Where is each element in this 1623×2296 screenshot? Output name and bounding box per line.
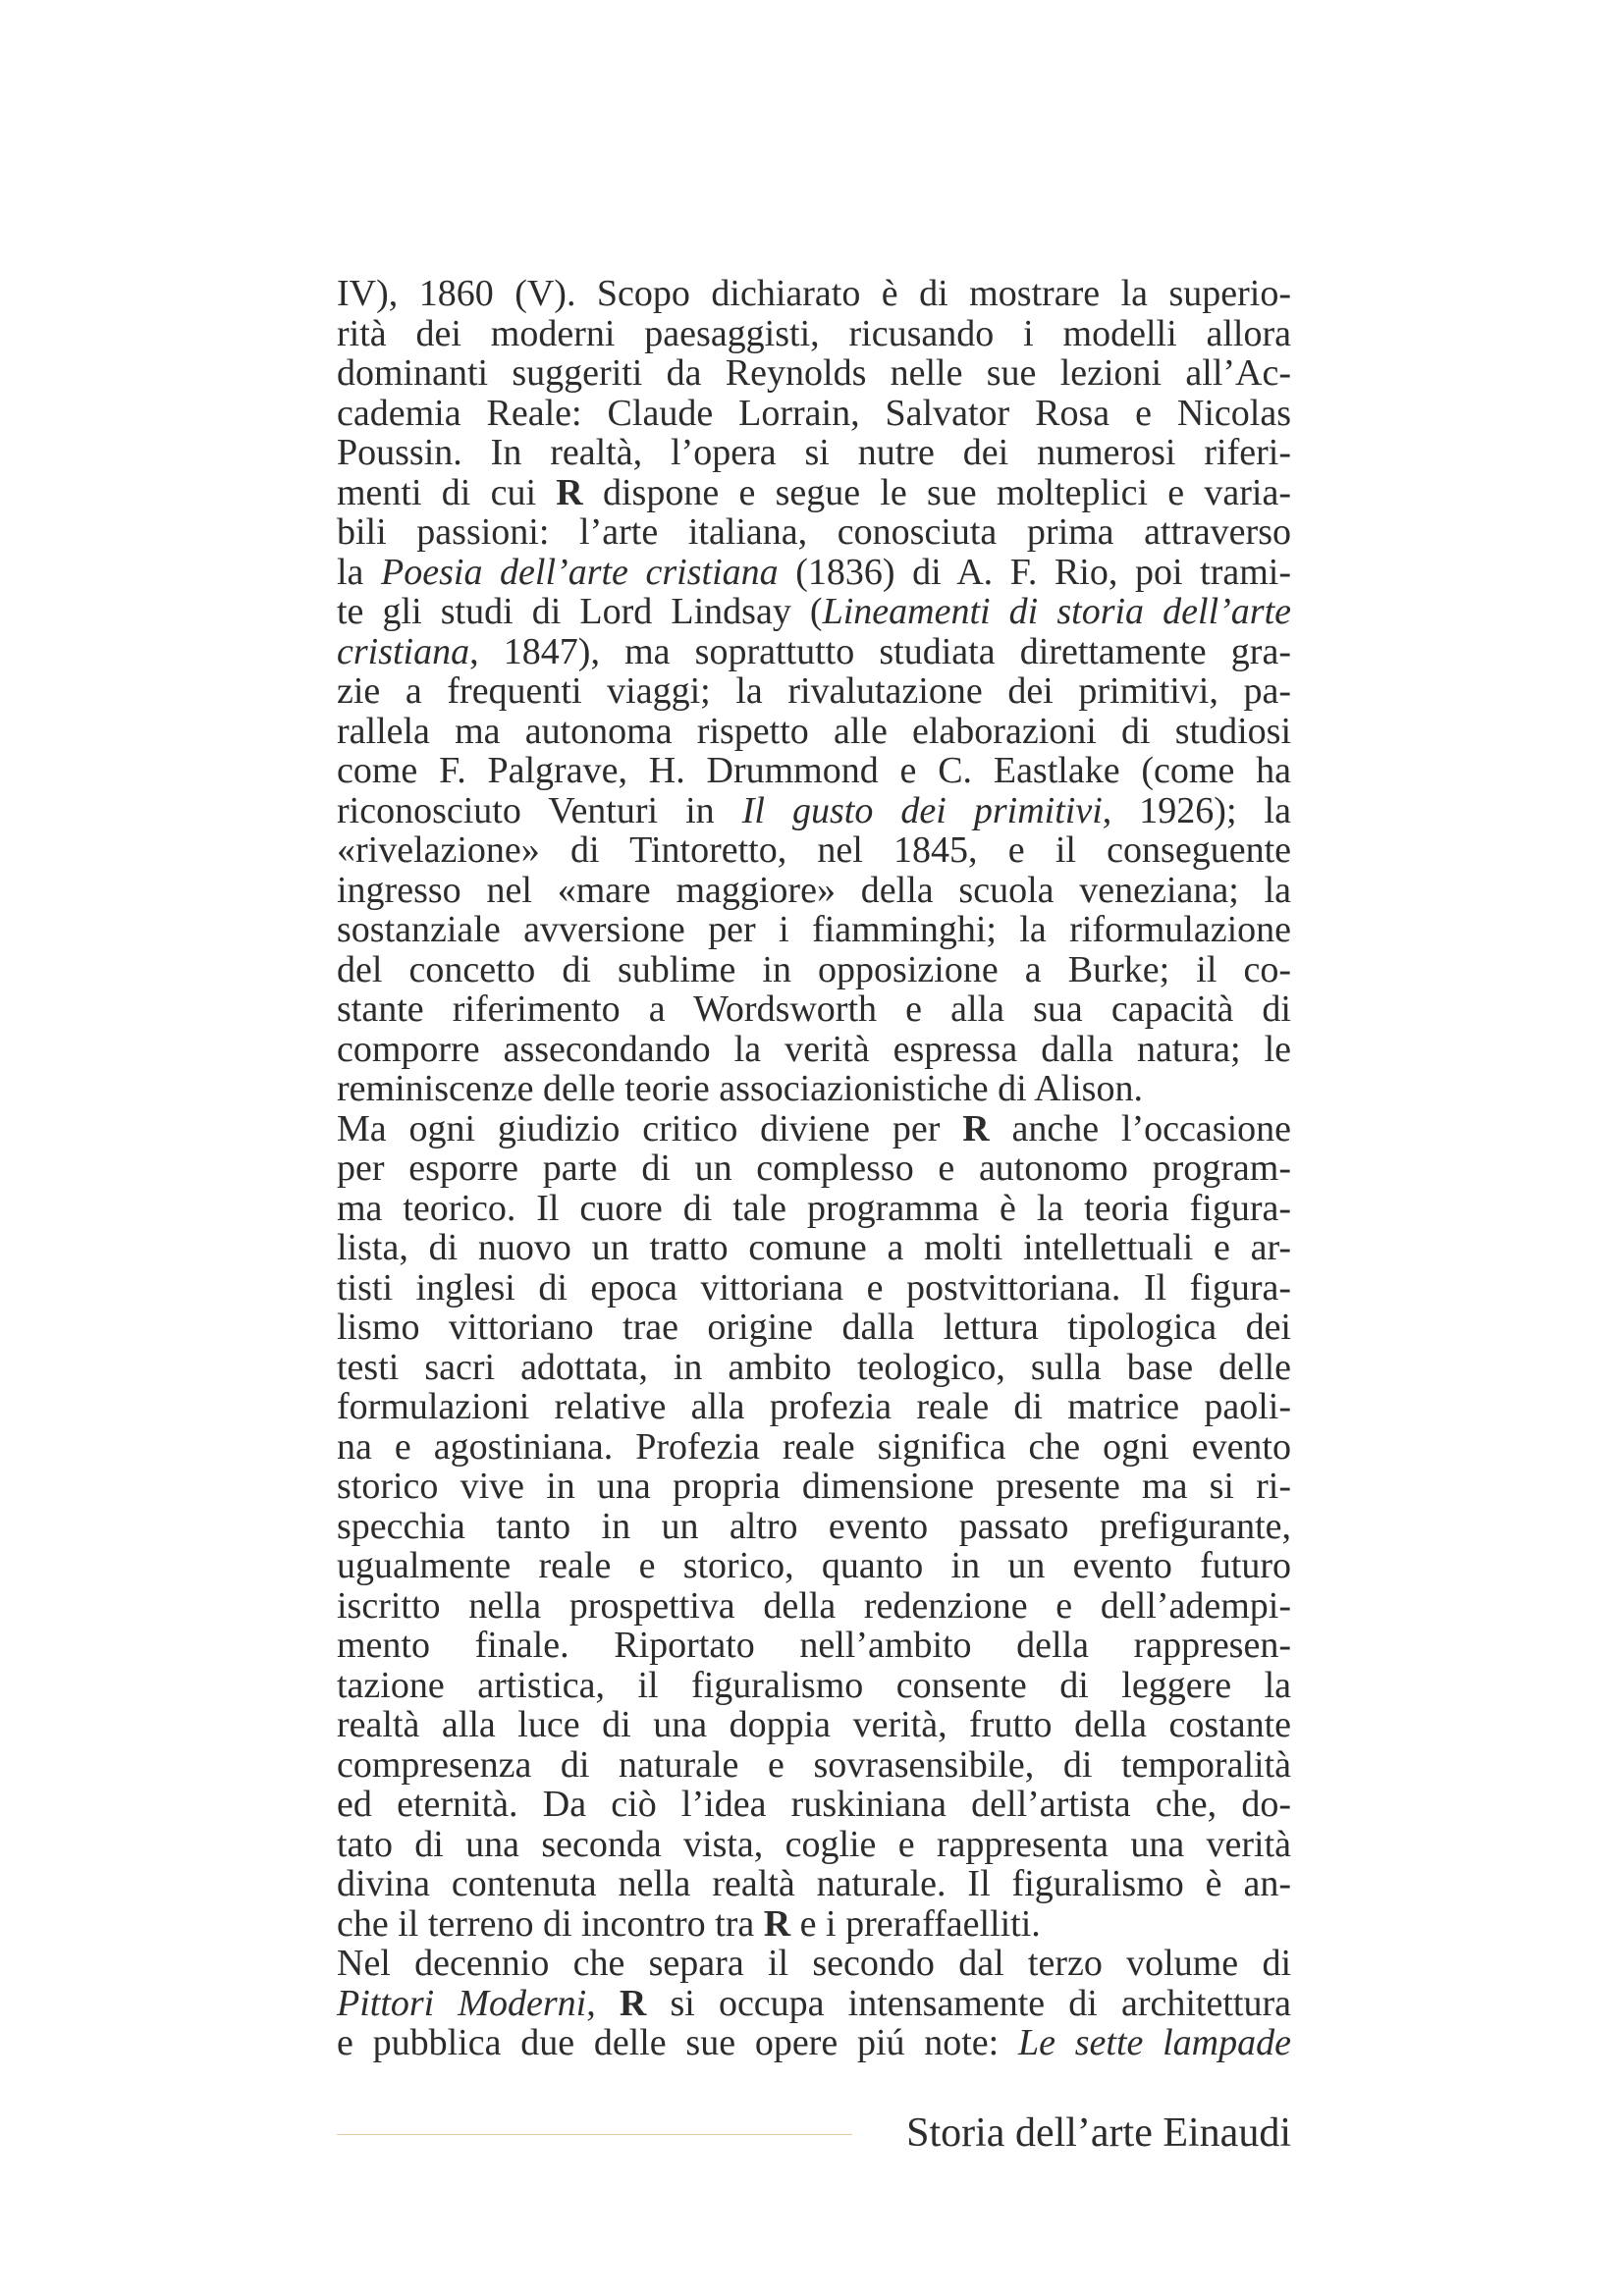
text-line	[337, 1268, 1291, 1308]
italic-title: Il gusto dei primitivi	[741, 789, 1103, 831]
text-line	[337, 1427, 1291, 1468]
author-initial: R	[556, 471, 583, 513]
text-line	[337, 1904, 1291, 1945]
text-segment: Poussin. In realtà, l’opera si nutre dei numerosi riferi-	[337, 432, 1291, 473]
text-segment: per esporre parte di un complesso e autonomo program-	[337, 1148, 1291, 1189]
text-segment: stante riferimento a Wordsworth e alla sua capacità di	[337, 988, 1291, 1030]
text-line	[337, 830, 1291, 871]
text-line	[337, 1030, 1291, 1070]
text-segment: ugualmente reale e storico, quanto in un evento futuro	[337, 1545, 1291, 1586]
text-segment: , 1847), ma soprattutto studiata direttamente gra-	[469, 630, 1291, 672]
text-segment: Ma ogni giudizio critico diviene per	[337, 1107, 963, 1149]
text-line	[337, 1189, 1291, 1229]
text-line	[337, 910, 1291, 950]
text-segment: cademia Reale: Claude Lorrain, Salvator Rosa e Nicolas	[337, 392, 1291, 434]
text-line	[337, 2023, 1291, 2063]
italic-title: Lineamenti di storia dell’arte	[822, 591, 1291, 632]
text-segment: bili passioni: l’arte italiana, conosciuta prima attraverso	[337, 511, 1291, 553]
paragraph	[337, 274, 1291, 1109]
text-segment: (1836) di A. F. Rio, poi trami-	[778, 551, 1291, 593]
text-segment: dispone e segue le sue molteplici e varia-	[582, 471, 1291, 513]
italic-title: Pittori Moderni	[337, 1982, 587, 2024]
text-segment: ingresso nel «mare maggiore» della scuola veneziana; la	[337, 869, 1291, 911]
text-line	[337, 1546, 1291, 1586]
text-segment: , 1926); la	[1102, 789, 1291, 831]
text-segment: anche l’occasione	[989, 1107, 1291, 1149]
text-line	[337, 1666, 1291, 1706]
footer-rule	[337, 2134, 852, 2135]
text-segment: divina contenuta nella realtà naturale. Il figuralismo è an-	[337, 1863, 1291, 1904]
author-initial: R	[619, 1982, 647, 2024]
text-segment: reminiscenze delle teorie associazionistiche di Alison.	[337, 1068, 1143, 1109]
text-segment: zie a frequenti viaggi; la rivalutazione dei primitivi, pa-	[337, 670, 1291, 712]
text-line	[337, 473, 1291, 513]
text-segment: Nel decennio che separa il secondo dal terzo volume di	[337, 1943, 1291, 1984]
text-line	[337, 1705, 1291, 1745]
text-line	[337, 950, 1291, 990]
text-line	[337, 1586, 1291, 1627]
text-segment: testi sacri adottata, in ambito teologico, sulla base delle	[337, 1346, 1291, 1388]
text-line	[337, 1387, 1291, 1427]
italic-title: Poesia dell’arte cristiana	[381, 551, 779, 593]
text-line	[337, 592, 1291, 632]
text-line	[337, 1069, 1291, 1109]
text-segment: realtà alla luce di una doppia verità, frutto della costante	[337, 1704, 1291, 1745]
text-line	[337, 632, 1291, 672]
text-segment: menti di cui	[337, 471, 557, 513]
text-line	[337, 1308, 1291, 1348]
text-segment: come F. Palgrave, H. Drummond e C. Eastlake (come ha	[337, 750, 1291, 791]
text-segment: la	[337, 551, 382, 593]
text-segment: lismo vittoriano trae origine dalla lettura tipologica dei	[337, 1307, 1291, 1348]
text-line	[337, 433, 1291, 473]
text-line	[337, 1745, 1291, 1786]
text-segment: formulazioni relative alla profezia reale di matrice paoli-	[337, 1386, 1291, 1427]
text-line	[337, 1626, 1291, 1666]
text-line	[337, 791, 1291, 831]
author-initial: R	[962, 1107, 990, 1149]
text-line	[337, 314, 1291, 354]
text-line	[337, 394, 1291, 434]
text-segment: comporre assecondando la verità espressa dalla natura; le	[337, 1028, 1291, 1070]
text-segment: che il terreno di incontro tra	[337, 1902, 764, 1945]
page-footer	[337, 2109, 1291, 2158]
text-line	[337, 274, 1291, 314]
text-segment: «rivelazione» di Tintoretto, nel 1845, e il conseguente	[337, 829, 1291, 871]
text-line	[337, 751, 1291, 791]
text-segment: rità dei moderni paesaggisti, ricusando i modelli allora	[337, 312, 1291, 354]
text-segment: mento finale. Riportato nell’ambito della rappresen-	[337, 1625, 1291, 1666]
text-segment: del concetto di sublime in opposizione a Burke; il co-	[337, 948, 1291, 990]
text-segment: ed eternità. Da ciò l’idea ruskiniana dell’artista che, do-	[337, 1784, 1291, 1825]
text-line	[337, 989, 1291, 1030]
text-line	[337, 1467, 1291, 1507]
text-line	[337, 1944, 1291, 1984]
text-segment: iscritto nella prospettiva della redenzione e dell’adempi-	[337, 1584, 1291, 1627]
text-line	[337, 1348, 1291, 1388]
text-segment: dominanti suggeriti da Reynolds nelle sue lezioni all’Ac-	[337, 352, 1291, 394]
text-line	[337, 1507, 1291, 1547]
text-line	[337, 512, 1291, 553]
text-segment: te gli studi di Lord Lindsay (	[337, 591, 823, 632]
text-segment: si occupa intensamente di architettura	[646, 1982, 1291, 2024]
text-line	[337, 712, 1291, 752]
italic-title: Le sette lampade	[1017, 2022, 1291, 2063]
text-segment: na e agostiniana. Profezia reale significa che ogni evento	[337, 1425, 1291, 1468]
text-line	[337, 1785, 1291, 1825]
text-segment: e pubblica due delle sue opere piú note:	[337, 2022, 1018, 2063]
text-line	[337, 353, 1291, 394]
italic-title: cristiana	[337, 630, 470, 672]
paragraph	[337, 1109, 1291, 1945]
text-line	[337, 1228, 1291, 1268]
text-segment: tato di una seconda vista, coglie e rappresenta una verità	[337, 1823, 1291, 1865]
paragraph	[337, 1944, 1291, 2063]
footer-title: Storia dell’arte Einaudi	[906, 2110, 1291, 2156]
text-segment: riconosciuto Venturi in	[337, 789, 742, 831]
text-line	[337, 1148, 1291, 1189]
text-line	[337, 1109, 1291, 1149]
text-segment: e i preraffaelliti.	[790, 1902, 1041, 1945]
author-initial: R	[763, 1902, 791, 1945]
text-segment: sostanziale avversione per i fiamminghi; la riformulazione	[337, 909, 1291, 950]
text-segment: specchia tanto in un altro evento passato prefigurante,	[337, 1505, 1291, 1547]
text-segment: tisti inglesi di epoca vittoriana e postvittoriana. Il figura-	[337, 1266, 1291, 1308]
text-segment: compresenza di naturale e sovrasensibile, di temporalità	[337, 1743, 1291, 1786]
text-line	[337, 1825, 1291, 1865]
text-line	[337, 671, 1291, 712]
text-segment: lista, di nuovo un tratto comune a molti intellettuali e ar-	[337, 1227, 1291, 1268]
text-line	[337, 871, 1291, 911]
text-segment: ,	[586, 1982, 620, 2024]
text-segment: storico vive in una propria dimensione presente ma si ri-	[337, 1466, 1291, 1507]
text-line	[337, 553, 1291, 593]
text-segment: ma teorico. Il cuore di tale programma è la teoria figura-	[337, 1187, 1291, 1229]
text-line	[337, 1984, 1291, 2024]
text-segment: IV), 1860 (V). Scopo dichiarato è di mostrare la superio-	[337, 273, 1291, 314]
text-segment: tazione artistica, il figuralismo consente di leggere la	[337, 1664, 1291, 1706]
text-line	[337, 1864, 1291, 1904]
body-text	[337, 274, 1291, 2063]
text-segment: rallela ma autonoma rispetto alle elaborazioni di studiosi	[337, 710, 1291, 752]
